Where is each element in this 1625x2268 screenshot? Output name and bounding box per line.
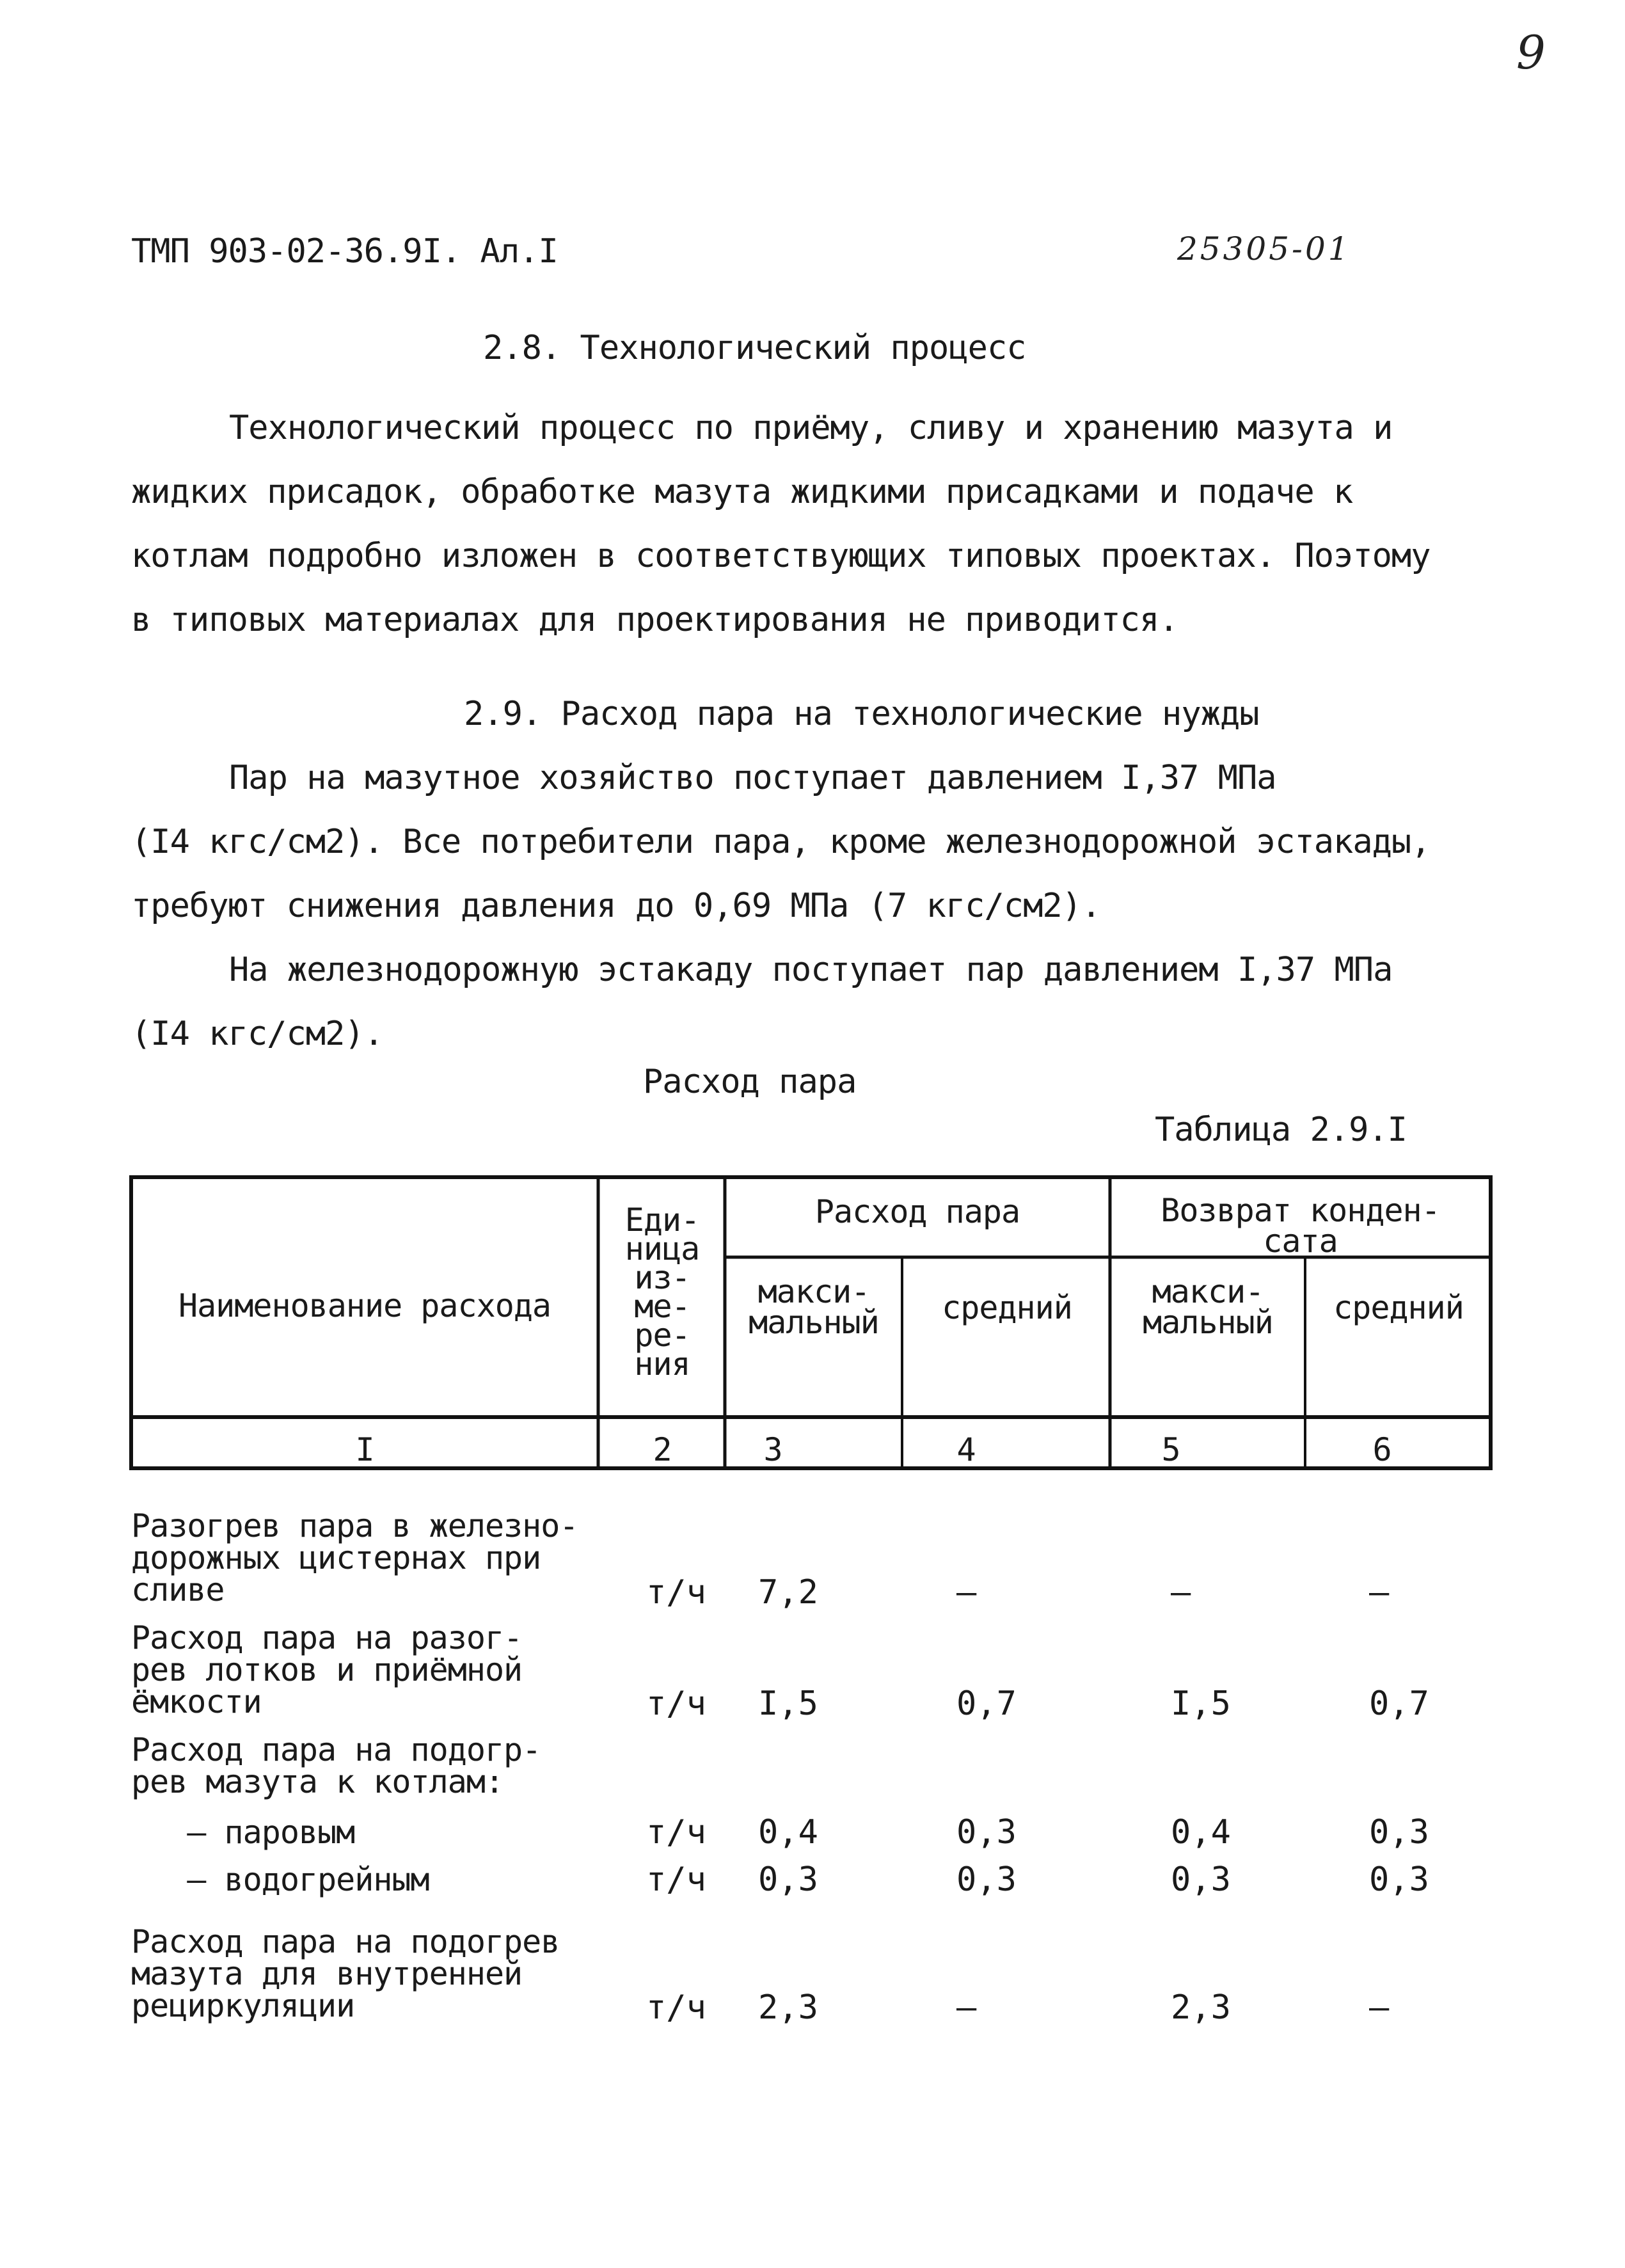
stamp-number: 25305-01 [1177, 230, 1351, 267]
row-group-title: Расход пара на подогр- рев мазута к котлам: [131, 1731, 541, 1800]
col-number: 3 [763, 1431, 782, 1468]
paragraph-line: (I4 кгс/см2). [131, 1015, 383, 1053]
row-value: 7,2 [758, 1573, 818, 1612]
row-value: 0,3 [956, 1813, 1017, 1852]
row-value: 0,7 [1369, 1685, 1429, 1723]
row-name: – паровым [131, 1814, 355, 1851]
row-value: 0,4 [758, 1813, 818, 1852]
row-value: 0,3 [1171, 1860, 1231, 1899]
row-value: 0,4 [1171, 1813, 1231, 1852]
header-cond-max: макси- мальный [1143, 1273, 1273, 1341]
paragraph-line: Пар на мазутное хозяйство поступает давлением I,37 МПа [229, 759, 1276, 797]
row-value: – [1369, 1988, 1390, 2027]
col-number: 5 [1161, 1431, 1180, 1468]
col-number: 6 [1372, 1431, 1391, 1468]
row-unit: т/ч [646, 1813, 706, 1852]
row-name: Расход пара на подогрев мазута для внутренней рециркуляции [131, 1923, 560, 2024]
row-unit: т/ч [646, 1573, 706, 1612]
row-value: – [1171, 1573, 1191, 1612]
row-name: – водогрейным [131, 1861, 429, 1898]
header-steam: Расход пара [814, 1193, 1020, 1230]
row-name: Разогрев пара в железно- дорожных цистернах при сливе [131, 1507, 578, 1608]
col-number: I [355, 1431, 374, 1468]
header-steam-max: макси- мальный [749, 1273, 879, 1341]
row-unit: т/ч [646, 1860, 706, 1899]
row-unit: т/ч [646, 1988, 706, 2027]
row-value: – [956, 1988, 977, 2027]
row-value: 0,3 [1369, 1860, 1429, 1899]
row-value: 0,7 [956, 1685, 1017, 1723]
header-steam-avg: средний [942, 1289, 1072, 1326]
row-value: I,5 [758, 1685, 818, 1723]
paragraph-line: (I4 кгс/см2). Все потребители пара, кроме железнодорожной эстакады, [131, 823, 1431, 861]
header-unit: Еди- ница из- ме- ре- ния [624, 1201, 700, 1383]
section-2-9-title: 2.9. Расход пара на технологические нужды [464, 695, 1259, 733]
col-number: 4 [956, 1431, 976, 1468]
document-code: ТМП 903-02-36.9I. Ал.I [131, 232, 558, 271]
row-name: Расход пара на разог- рев лотков и приёмной ёмкости [131, 1619, 523, 1720]
col-number: 2 [653, 1431, 672, 1468]
row-value: 0,3 [758, 1860, 818, 1899]
row-value: 0,3 [1369, 1813, 1429, 1852]
row-value: – [956, 1573, 977, 1612]
row-value: 2,3 [758, 1988, 818, 2027]
table-caption: Расход пара [643, 1063, 857, 1101]
header-name: Наименование расхода [178, 1287, 551, 1324]
paragraph-line: в типовых материалах для проектирования не приводится. [131, 601, 1178, 639]
paragraph-line: жидких присадок, обработке мазута жидкими присадками и подаче к [131, 473, 1353, 511]
paragraph-line: Технологический процесс по приёму, сливу и хранению мазута и [229, 409, 1393, 447]
row-value: – [1369, 1573, 1390, 1612]
page-number: 9 [1516, 26, 1546, 79]
section-2-8-title: 2.8. Технологический процесс [483, 329, 1026, 367]
paragraph-line: требуют снижения давления до 0,69 МПа (7 кгс/см2). [131, 887, 1101, 925]
header-cond-avg: средний [1333, 1289, 1464, 1326]
row-unit: т/ч [646, 1685, 706, 1723]
row-value: 0,3 [956, 1860, 1017, 1899]
table-number: Таблица 2.9.I [1155, 1111, 1407, 1149]
header-condensate: Возврат конден- сата [1161, 1192, 1440, 1260]
paragraph-line: котлам подробно изложен в соответствующих типовых проектах. Поэтому [131, 537, 1431, 575]
row-value: 2,3 [1171, 1988, 1231, 2027]
paragraph-line: На железнодорожную эстакаду поступает пар давлением I,37 МПа [229, 951, 1393, 989]
row-value: I,5 [1171, 1685, 1231, 1723]
